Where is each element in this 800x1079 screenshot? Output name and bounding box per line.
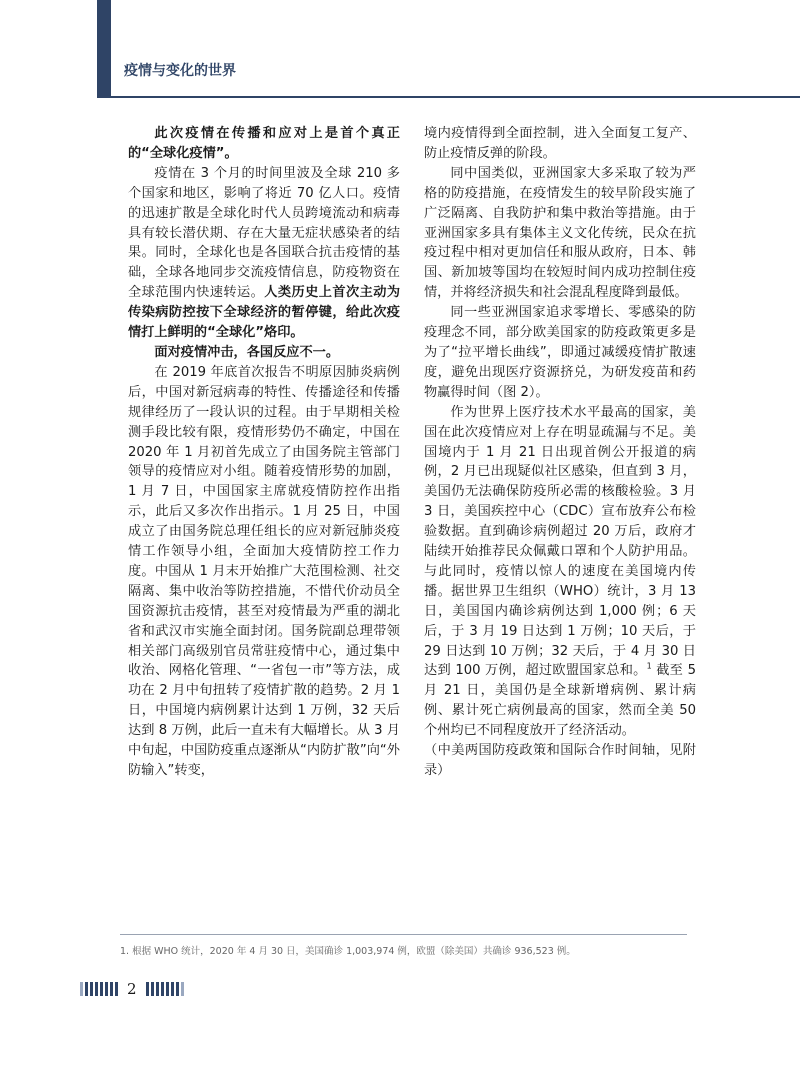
paragraph-globalization bbox=[128, 164, 400, 343]
appendix-note: （中美两国防疫政策和国际合作时间轴，见附录） bbox=[424, 743, 696, 778]
paragraph-lead-claim: 此次疫情在传播和应对上是首个真正的“全球化疫情”。 bbox=[128, 126, 400, 161]
right-column bbox=[424, 124, 696, 781]
paragraph-western-response: 同一些亚洲国家追求零增长、零感染的防疫理念不同，部分欧美国家的防疫政策更多是为了“拉平增长曲线”，即通过减缓疫情扩散速度，避免出现医疗资源挤兑，为研发疫苗和药物赢得时间（图 2）。 bbox=[424, 305, 696, 400]
paragraph-us-response-continued: 截至 5 月 21 日，美国仍是全球新增病例、累计病例、累计死亡病例最高的国家，然而全美 50 个州均已不同程度放开了经济活动。 bbox=[424, 663, 696, 739]
running-header-title: 疫情与变化的世界 bbox=[124, 63, 236, 79]
paragraph-china-response: 在 2019 年底首次报告不明原因肺炎病例后，中国对新冠病毒的特性、传播途径和传播规律经历了一段认识的过程。由于早期相关检测手段比较有限，疫情形势仍不确定，中国在 2020 年 1 月初首先成立了由国务院主管部门领导的疫情应对小组。随着疫情形势的加剧，1 月 7 日，中国国家主席就疫情防控作出指示，此后又多次作出指示。1 月 25 日，中国成立了由国务院总理任组长的应对新冠肺炎疫情工作领导小组，全面加大疫情防控工作力度。中国从 1 月末开始推广大范围检测、社交隔离、集中收治等防控措施，不惜代价动员全国资源抗击疫情，甚至对疫情最为严重的湖北省和武汉市实施全面封闭。国务院副总理带领相关部门高级别官员常驻疫情中心，通过集中收治、网格化管理、“一省包一市”等方法，成功在 2 月中旬扭转了疫情扩散的趋势。2 月 1 日，中国境内病例累计达到 1 万例，32 天后达到 8 万例，此后一直未有大幅增长。从 3 月中旬起，中国防疫重点逐渐从“内防扩散”向“外防输入”转变， bbox=[128, 364, 400, 778]
footer-stripes-left bbox=[80, 982, 118, 996]
page-footer bbox=[80, 977, 184, 1001]
page-number: 2 bbox=[127, 980, 137, 998]
left-column bbox=[128, 124, 400, 781]
paragraph-asia-response: 同中国类似，亚洲国家大多采取了较为严格的防疫措施，在疫情发生的较早阶段实施了广泛隔离、自我防护和集中救治等措施。由于亚洲国家多具有集体主义文化传统，民众在抗疫过程中相对更加信任和服从政府，日本、韩国、新加坡等国均在较短时间内成功控制住疫情，并将经济损失和社会混乱程度降到最低。 bbox=[424, 165, 696, 301]
footnote-reference[interactable]: 1 bbox=[646, 662, 652, 672]
paragraph-us-response-text: 作为世界上医疗技术水平最高的国家，美国在此次疫情应对上存在明显疏漏与不足。美国境内于 1 月 21 日出现首例公开报道的病例，2 月已出现疑似社区感染，但直到 3 月，美国仍无法确保防疫所必需的核酸检验。3 月 3 日，美国疾控中心（CDC）宣布放弃公布检验数据。直到确诊病例超过 20 万后，政府才陆续开始推荐民众佩戴口罩和个人防护用品。与此同时，疫情以惊人的速度在美国境内传播。据世界卫生组织（WHO）统计，3 月 13 日，美国国内确诊病例达到 1,000 例；6 天后，于 3 月 19 日达到 1 万例；10 天后，于 29 日达到 10 万例；32 天后，于 4 月 30 日达到 100 万例，超过欧盟国家总和。 bbox=[424, 404, 696, 679]
paragraph-globalization-emphasis: 人类历史上首次主动为传染病防控按下全球经济的暂停键，给此次疫情打上鲜明的“全球化”烙印。 bbox=[128, 285, 401, 341]
footer-stripes-right bbox=[146, 982, 184, 996]
paragraph-reactions-lead: 面对疫情冲击，各国反应不一。 bbox=[154, 344, 340, 360]
header-rule bbox=[111, 96, 800, 98]
header-side-bar bbox=[97, 0, 111, 98]
paragraph-china-continued: 境内疫情得到全面控制，进入全面复工复产、防止疫情反弹的阶段。 bbox=[424, 126, 696, 161]
footnote-text: 1. 根据 WHO 统计，2020 年 4 月 30 日，美国确诊 1,003,974 例，欧盟（除美国）共确诊 936,523 例。 bbox=[120, 946, 576, 957]
footnote-rule bbox=[120, 934, 687, 935]
paragraph-globalization-text: 疫情在 3 个月的时间里波及全球 210 多个国家和地区，影响了将近 70 亿人口。疫情的迅速扩散是全球化时代人员跨境流动和病毒具有较长潜伏期、存在大量无症状感染者的结果。同时，全球化也是各国联合抗击疫情的基础，全球各地同步交流疫情信息，防疫物资在全球范围内快速转运。 bbox=[128, 165, 400, 301]
paragraph-us-response bbox=[424, 403, 696, 741]
